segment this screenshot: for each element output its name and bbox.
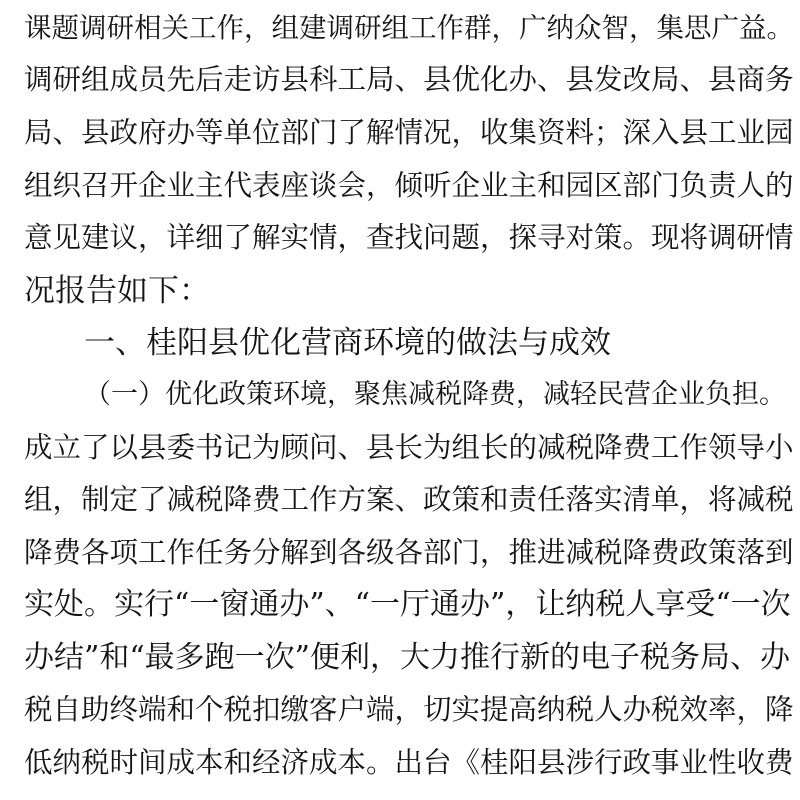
text-line-14: 税自助终端和个税扣缴客户端，切实提高纳税人办税效率，降 (24, 693, 794, 726)
text-line-15: 低纳税时间成本和经济成本。出台《桂阳县涉行政事业性收费 (24, 746, 794, 779)
text-line-1: 课题调研相关工作，组建调研组工作群，广纳众智，集思广益。 (24, 12, 794, 44)
text-line-10: 组，制定了减税降费工作方案、政策和责任落实清单，将减税 (24, 483, 794, 516)
text-line-12: 实处。实行“一窗通办”、“一厅通办”，让纳税人享受“一次 (24, 587, 791, 622)
text-line-2: 调研组成员先后走访县科工局、县优化办、县发改局、县商务 (24, 63, 794, 96)
text-line-11: 降费各项工作任务分解到各级各部门，推进减税降费政策落到 (24, 536, 794, 569)
text-line-13: 办结”和“最多跑一次”便利，大力推行新的电子税务局、办 (24, 640, 791, 675)
text-line-4: 组织召开企业主代表座谈会，倾听企业主和园区部门负责人的 (24, 169, 794, 202)
text-line-9: 成立了以县委书记为顾问、县长为组长的减税降费工作领导小 (24, 431, 794, 464)
section-heading: 一、桂阳县优化营商环境的做法与成效 (84, 325, 611, 361)
text-line-5: 意见建议，详细了解实情，查找问题，探寻对策。现将调研情 (24, 221, 794, 254)
subsection-heading: （一）优化政策环境，聚焦减税降费，减轻民营企业负担。 (84, 379, 786, 410)
text-line-6: 况报告如下： (24, 273, 210, 309)
text-line-3: 局、县政府办等单位部门了解情况，收集资料；深入县工业园 (24, 116, 794, 149)
